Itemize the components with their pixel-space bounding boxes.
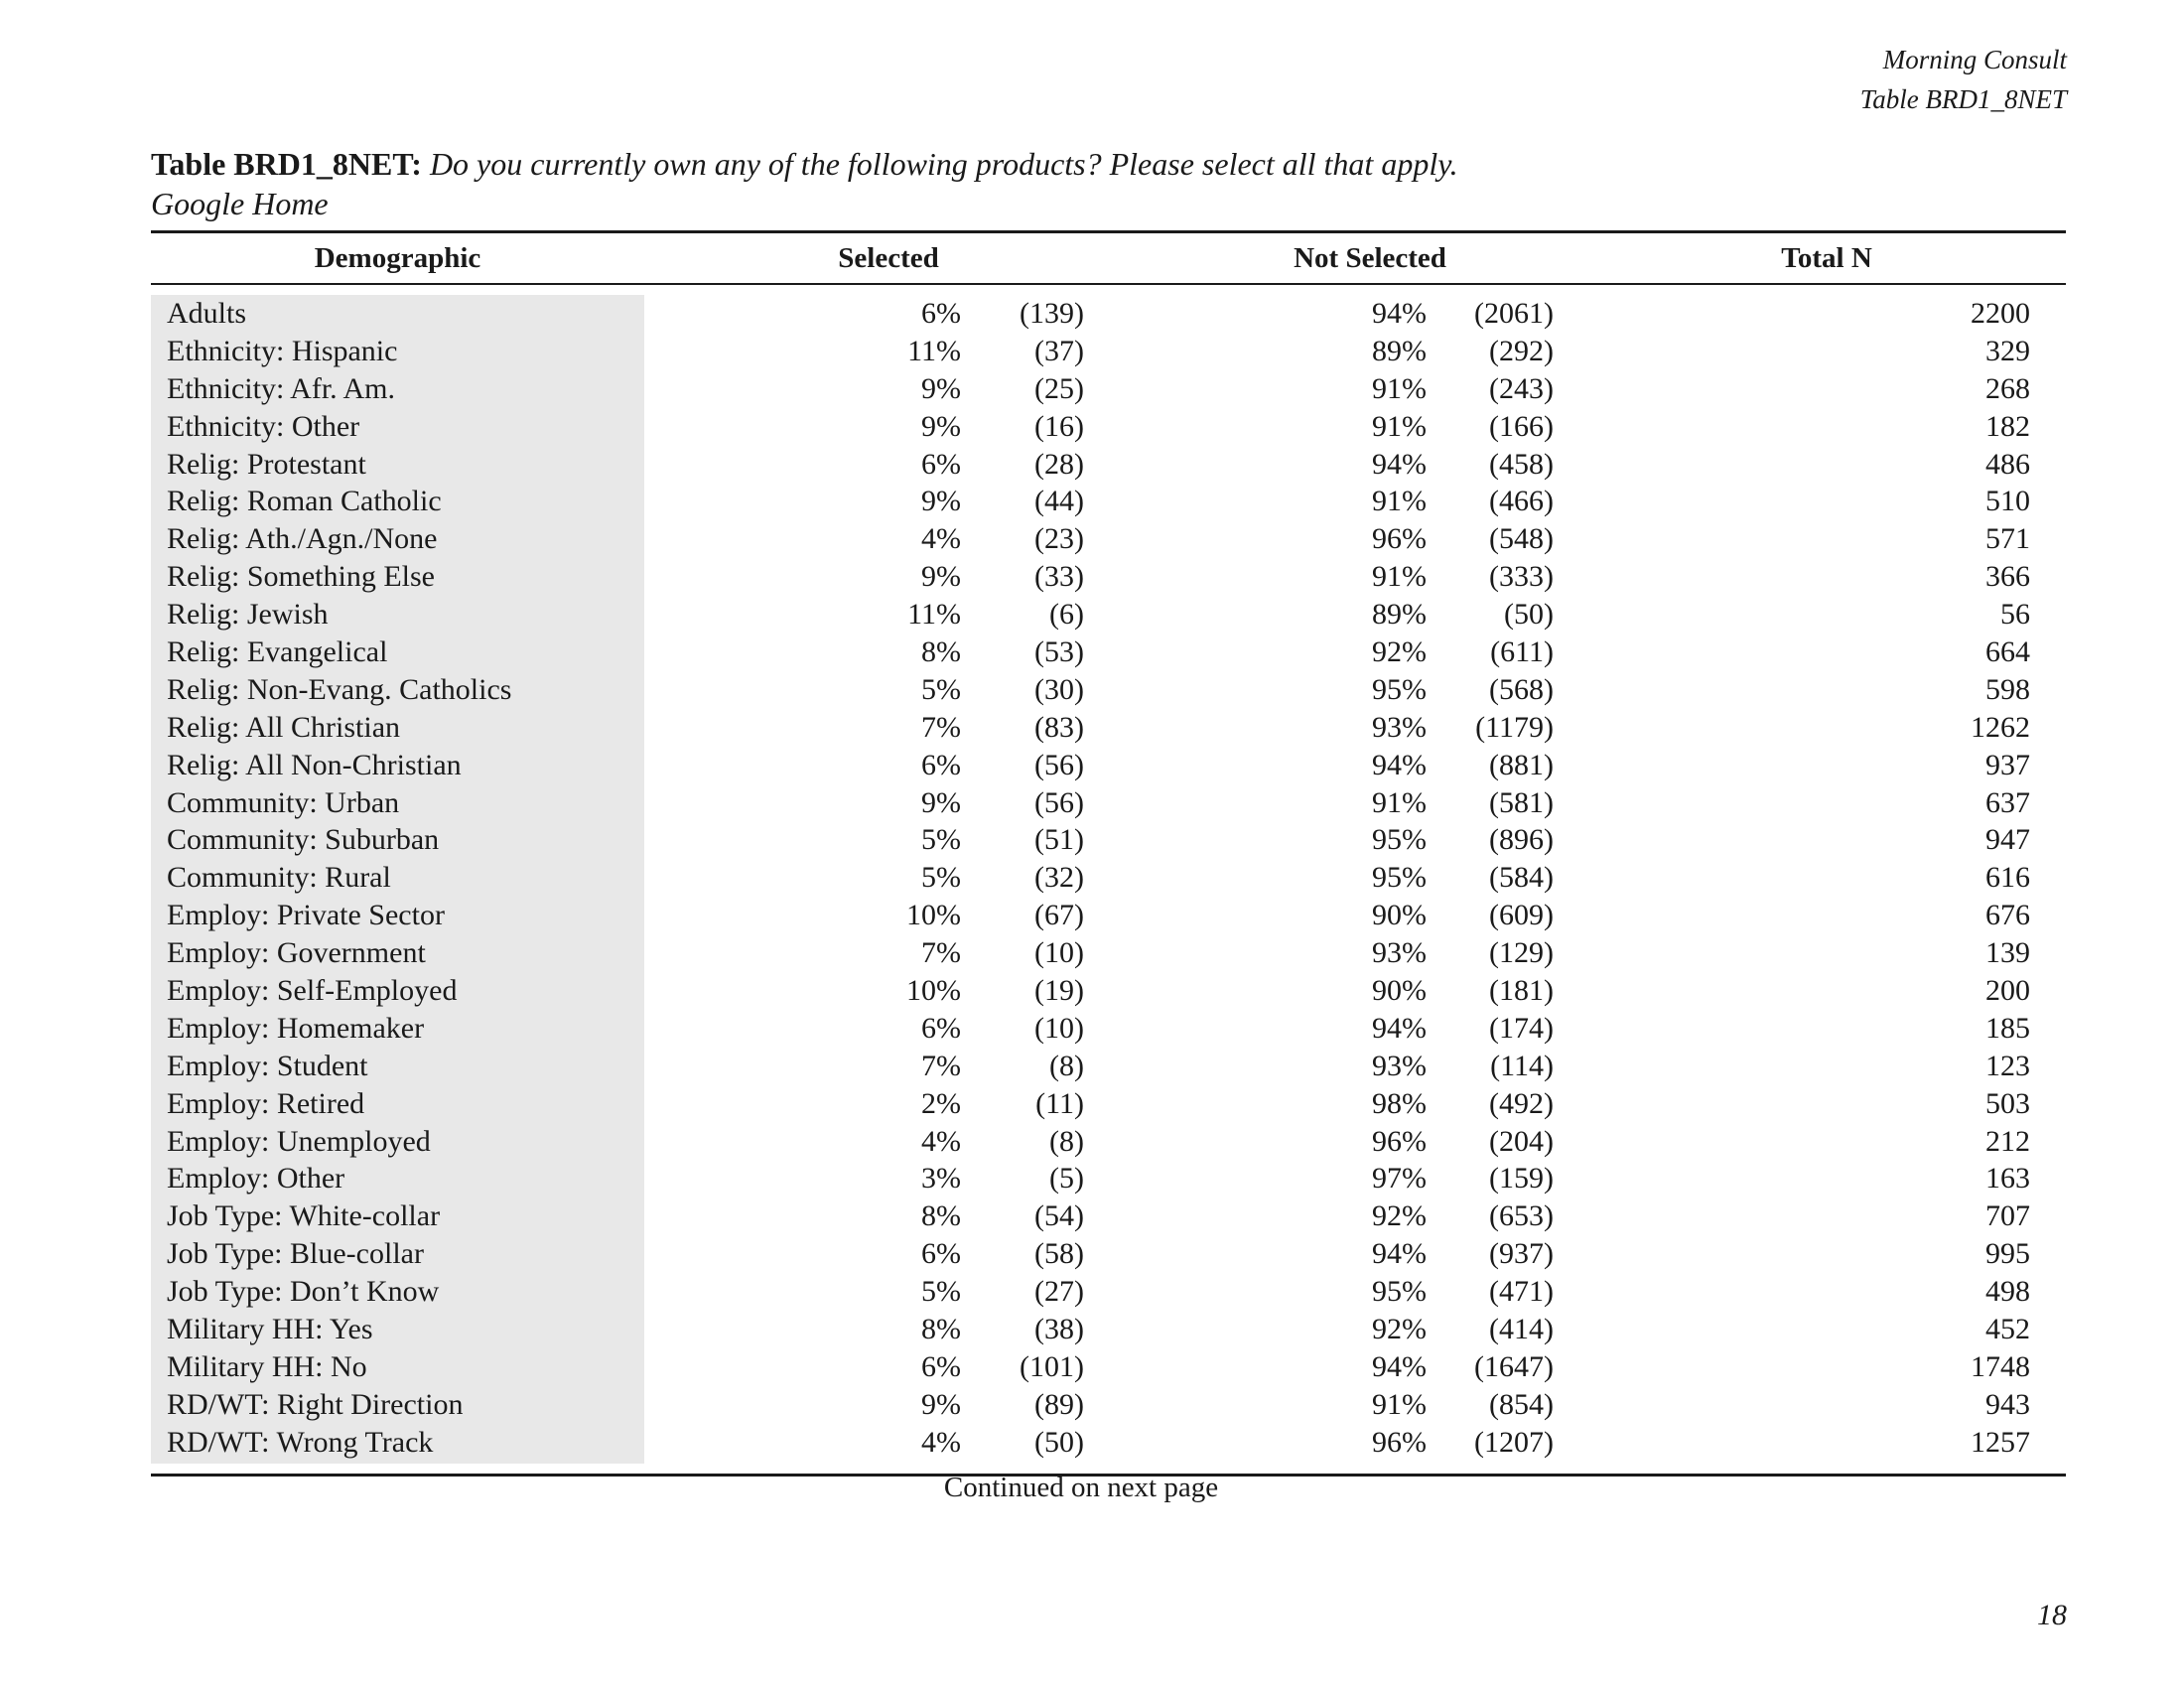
not-selected-count: (129): [1489, 936, 1554, 970]
row-label: Relig: Jewish: [167, 598, 329, 632]
table-row: [151, 1273, 2066, 1311]
total-n: 268: [1985, 371, 2030, 405]
table-row: [151, 1235, 2066, 1273]
table-row: [151, 1160, 2066, 1197]
selected-count: (25): [1034, 371, 1084, 405]
selected-percent: 2%: [921, 1086, 961, 1120]
row-label: Employ: Private Sector: [167, 899, 445, 932]
not-selected-count: (414): [1489, 1313, 1554, 1346]
not-selected-count: (896): [1489, 823, 1554, 857]
table-subtitle: Google Home: [151, 186, 329, 221]
selected-count: (37): [1034, 334, 1084, 367]
row-label: Military HH: Yes: [167, 1313, 373, 1346]
table-row: [151, 483, 2066, 520]
selected-count: (54): [1034, 1199, 1084, 1233]
table-row: [151, 1123, 2066, 1161]
not-selected-percent: 95%: [1372, 672, 1427, 706]
not-selected-count: (466): [1489, 485, 1554, 518]
row-label: Employ: Self-Employed: [167, 974, 458, 1008]
total-n: 1262: [1971, 710, 2030, 744]
continued-note: [0, 1468, 2184, 1507]
row-label: Relig: Ath./Agn./None: [167, 522, 438, 556]
selected-count: (56): [1034, 785, 1084, 819]
table-row: [151, 1197, 2066, 1235]
selected-percent: 4%: [921, 522, 961, 556]
not-selected-percent: 97%: [1372, 1162, 1427, 1196]
not-selected-count: (243): [1489, 371, 1554, 405]
not-selected-count: (881): [1489, 748, 1554, 781]
not-selected-count: (854): [1489, 1387, 1554, 1421]
total-n: 616: [1985, 861, 2030, 895]
selected-count: (89): [1034, 1387, 1084, 1421]
total-n: 1748: [1971, 1349, 2030, 1383]
total-n: 995: [1985, 1237, 2030, 1271]
not-selected-count: (1647): [1474, 1349, 1554, 1383]
not-selected-percent: 90%: [1372, 974, 1427, 1008]
table-row: [151, 446, 2066, 484]
selected-count: (8): [1049, 1124, 1084, 1158]
row-label: Relig: Something Else: [167, 560, 435, 594]
row-label: Employ: Student: [167, 1049, 368, 1082]
not-selected-count: (174): [1489, 1011, 1554, 1045]
row-label: RD/WT: Wrong Track: [167, 1425, 434, 1459]
row-label: Relig: All Non-Christian: [167, 748, 462, 781]
not-selected-percent: 91%: [1372, 560, 1427, 594]
row-label: Adults: [167, 297, 247, 330]
not-selected-percent: 93%: [1372, 1049, 1427, 1082]
not-selected-percent: 91%: [1372, 785, 1427, 819]
row-label: Community: Urban: [167, 785, 400, 819]
selected-percent: 6%: [921, 1011, 961, 1045]
not-selected-count: (50): [1504, 598, 1554, 632]
selected-percent: 6%: [921, 1349, 961, 1383]
selected-percent: 10%: [906, 974, 961, 1008]
table-row: [151, 859, 2066, 897]
row-label: Relig: All Christian: [167, 710, 401, 744]
selected-percent: 10%: [906, 899, 961, 932]
not-selected-percent: 94%: [1372, 1011, 1427, 1045]
not-selected-percent: 98%: [1372, 1086, 1427, 1120]
selected-percent: 9%: [921, 485, 961, 518]
selected-percent: 6%: [921, 748, 961, 781]
not-selected-percent: 95%: [1372, 1275, 1427, 1309]
total-n: 937: [1985, 748, 2030, 781]
total-n: 163: [1985, 1162, 2030, 1196]
row-label: Job Type: Blue-collar: [167, 1237, 424, 1271]
selected-percent: 7%: [921, 1049, 961, 1082]
selected-percent: 5%: [921, 1275, 961, 1309]
selected-percent: 7%: [921, 710, 961, 744]
total-n: 212: [1985, 1124, 2030, 1158]
total-n: 2200: [1971, 297, 2030, 330]
total-n: 637: [1985, 785, 2030, 819]
selected-percent: 11%: [907, 334, 961, 367]
table-row: [151, 333, 2066, 370]
selected-count: (50): [1034, 1425, 1084, 1459]
table-row: [151, 897, 2066, 934]
total-n: 486: [1985, 447, 2030, 481]
total-n: 598: [1985, 672, 2030, 706]
not-selected-count: (166): [1489, 409, 1554, 443]
total-n: 200: [1985, 974, 2030, 1008]
total-n: 571: [1985, 522, 2030, 556]
selected-count: (38): [1034, 1313, 1084, 1346]
table-row: [151, 1085, 2066, 1123]
not-selected-count: (181): [1489, 974, 1554, 1008]
table-row: [151, 784, 2066, 822]
not-selected-percent: 93%: [1372, 936, 1427, 970]
total-n: 452: [1985, 1313, 2030, 1346]
selected-count: (16): [1034, 409, 1084, 443]
selected-percent: 5%: [921, 672, 961, 706]
table-row: [151, 633, 2066, 671]
selected-percent: 9%: [921, 785, 961, 819]
row-label: Community: Suburban: [167, 823, 440, 857]
not-selected-percent: 94%: [1372, 748, 1427, 781]
table-title: [151, 144, 1458, 223]
table-row: [151, 747, 2066, 784]
not-selected-percent: 94%: [1372, 1237, 1427, 1271]
table-row: [151, 596, 2066, 633]
table-row: [151, 1048, 2066, 1085]
selected-count: (101): [1020, 1349, 1084, 1383]
total-n: 56: [2000, 598, 2030, 632]
not-selected-percent: 96%: [1372, 1124, 1427, 1158]
row-label: Employ: Unemployed: [167, 1124, 431, 1158]
selected-count: (5): [1049, 1162, 1084, 1196]
selected-percent: 5%: [921, 823, 961, 857]
selected-count: (19): [1034, 974, 1084, 1008]
total-n: 1257: [1971, 1425, 2030, 1459]
selected-percent: 6%: [921, 447, 961, 481]
row-label: Relig: Non-Evang. Catholics: [167, 672, 512, 706]
total-n: 707: [1985, 1199, 2030, 1233]
not-selected-percent: 95%: [1372, 823, 1427, 857]
selected-percent: 9%: [921, 371, 961, 405]
not-selected-count: (1207): [1474, 1425, 1554, 1459]
table-row: [151, 1348, 2066, 1386]
table-row: [151, 1010, 2066, 1048]
selected-count: (139): [1020, 297, 1084, 330]
table-row: [151, 1311, 2066, 1348]
table-row: [151, 408, 2066, 446]
row-label: Employ: Homemaker: [167, 1011, 425, 1045]
selected-count: (53): [1034, 635, 1084, 669]
selected-percent: 11%: [907, 598, 961, 632]
not-selected-count: (581): [1489, 785, 1554, 819]
top-rule: [151, 230, 2066, 233]
row-label: Relig: Evangelical: [167, 635, 388, 669]
table-row: [151, 671, 2066, 709]
selected-percent: 3%: [921, 1162, 961, 1196]
not-selected-percent: 91%: [1372, 371, 1427, 405]
table-row: [151, 520, 2066, 558]
selected-count: (8): [1049, 1049, 1084, 1082]
row-label: Relig: Roman Catholic: [167, 485, 442, 518]
row-label: Job Type: White-collar: [167, 1199, 441, 1233]
total-n: 510: [1985, 485, 2030, 518]
page-number: 18: [2037, 1599, 2067, 1631]
row-label: Ethnicity: Other: [167, 409, 360, 443]
not-selected-count: (653): [1489, 1199, 1554, 1233]
selected-count: (10): [1034, 936, 1084, 970]
selected-percent: 9%: [921, 409, 961, 443]
table-row: [151, 1386, 2066, 1424]
total-n: 664: [1985, 635, 2030, 669]
not-selected-percent: 93%: [1372, 710, 1427, 744]
not-selected-percent: 94%: [1372, 1349, 1427, 1383]
not-selected-count: (568): [1489, 672, 1554, 706]
not-selected-percent: 94%: [1372, 297, 1427, 330]
selected-count: (23): [1034, 522, 1084, 556]
table-body: [151, 295, 2066, 1462]
selected-count: (83): [1034, 710, 1084, 744]
not-selected-percent: 94%: [1372, 447, 1427, 481]
table-row: [151, 709, 2066, 747]
selected-count: (28): [1034, 447, 1084, 481]
not-selected-count: (611): [1490, 635, 1554, 669]
header-rule: [151, 283, 2066, 285]
not-selected-count: (1179): [1475, 710, 1554, 744]
total-n: 185: [1985, 1011, 2030, 1045]
not-selected-count: (292): [1489, 334, 1554, 367]
total-n: 947: [1985, 823, 2030, 857]
not-selected-count: (609): [1489, 899, 1554, 932]
not-selected-count: (548): [1489, 522, 1554, 556]
selected-count: (32): [1034, 861, 1084, 895]
not-selected-count: (114): [1490, 1049, 1554, 1082]
selected-percent: 5%: [921, 861, 961, 895]
not-selected-percent: 91%: [1372, 1387, 1427, 1421]
row-label: Military HH: No: [167, 1349, 367, 1383]
total-n: 498: [1985, 1275, 2030, 1309]
not-selected-percent: 91%: [1372, 485, 1427, 518]
selected-percent: 6%: [921, 1237, 961, 1271]
selected-count: (44): [1034, 485, 1084, 518]
not-selected-percent: 92%: [1372, 635, 1427, 669]
table-row: [151, 370, 2066, 408]
row-label: Community: Rural: [167, 861, 391, 895]
not-selected-percent: 91%: [1372, 409, 1427, 443]
not-selected-percent: 95%: [1372, 861, 1427, 895]
table-question: Do you currently own any of the following products? Please select all that apply.: [429, 146, 1458, 182]
not-selected-count: (2061): [1474, 297, 1554, 330]
not-selected-percent: 89%: [1372, 334, 1427, 367]
not-selected-percent: 92%: [1372, 1313, 1427, 1346]
selected-count: (58): [1034, 1237, 1084, 1271]
col-header-selected: Selected: [838, 242, 939, 274]
row-label: Employ: Government: [167, 936, 426, 970]
row-label: Relig: Protestant: [167, 447, 366, 481]
selected-count: (6): [1049, 598, 1084, 632]
not-selected-count: (471): [1489, 1275, 1554, 1309]
col-header-demographic: Demographic: [314, 242, 481, 274]
not-selected-count: (937): [1489, 1237, 1554, 1271]
not-selected-count: (584): [1489, 861, 1554, 895]
not-selected-percent: 92%: [1372, 1199, 1427, 1233]
col-header-not-selected: Not Selected: [1294, 242, 1446, 274]
continued-text: Continued on next page: [943, 1472, 1219, 1503]
not-selected-count: (159): [1489, 1162, 1554, 1196]
table-title-label: Table BRD1_8NET:: [151, 146, 422, 182]
total-n: 139: [1985, 936, 2030, 970]
selected-percent: 4%: [921, 1425, 961, 1459]
row-label: Job Type: Don’t Know: [167, 1275, 440, 1309]
table-row: [151, 972, 2066, 1010]
not-selected-percent: 89%: [1372, 598, 1427, 632]
not-selected-count: (458): [1489, 447, 1554, 481]
not-selected-count: (492): [1489, 1086, 1554, 1120]
selected-count: (67): [1034, 899, 1084, 932]
not-selected-percent: 90%: [1372, 899, 1427, 932]
selected-percent: 9%: [921, 1387, 961, 1421]
selected-percent: 6%: [921, 297, 961, 330]
total-n: 182: [1985, 409, 2030, 443]
selected-count: (33): [1034, 560, 1084, 594]
table-row: [151, 821, 2066, 859]
row-label: Employ: Other: [167, 1162, 345, 1196]
selected-percent: 4%: [921, 1124, 961, 1158]
total-n: 943: [1985, 1387, 2030, 1421]
col-header-total-n: Total N: [1781, 242, 1872, 274]
selected-percent: 8%: [921, 1199, 961, 1233]
table-id: Table BRD1_8NET: [1859, 84, 2067, 114]
row-label: Ethnicity: Afr. Am.: [167, 371, 395, 405]
not-selected-percent: 96%: [1372, 522, 1427, 556]
selected-percent: 7%: [921, 936, 961, 970]
total-n: 329: [1985, 334, 2030, 367]
total-n: 676: [1985, 899, 2030, 932]
selected-percent: 8%: [921, 1313, 961, 1346]
not-selected-percent: 96%: [1372, 1425, 1427, 1459]
selected-count: (30): [1034, 672, 1084, 706]
selected-percent: 9%: [921, 560, 961, 594]
row-label: RD/WT: Right Direction: [167, 1387, 464, 1421]
row-label: Employ: Retired: [167, 1086, 365, 1120]
total-n: 366: [1985, 560, 2030, 594]
row-label: Ethnicity: Hispanic: [167, 334, 398, 367]
org-name: Morning Consult: [1882, 45, 2067, 74]
selected-percent: 8%: [921, 635, 961, 669]
selected-count: (27): [1034, 1275, 1084, 1309]
table-row: [151, 1424, 2066, 1462]
table-row: [151, 295, 2066, 333]
selected-count: (51): [1034, 823, 1084, 857]
selected-count: (56): [1034, 748, 1084, 781]
total-n: 503: [1985, 1086, 2030, 1120]
total-n: 123: [1985, 1049, 2030, 1082]
running-header: [1860, 40, 2067, 119]
selected-count: (11): [1035, 1086, 1084, 1120]
table-row: [151, 934, 2066, 972]
table-row: [151, 558, 2066, 596]
selected-count: (10): [1034, 1011, 1084, 1045]
not-selected-count: (333): [1489, 560, 1554, 594]
not-selected-count: (204): [1489, 1124, 1554, 1158]
